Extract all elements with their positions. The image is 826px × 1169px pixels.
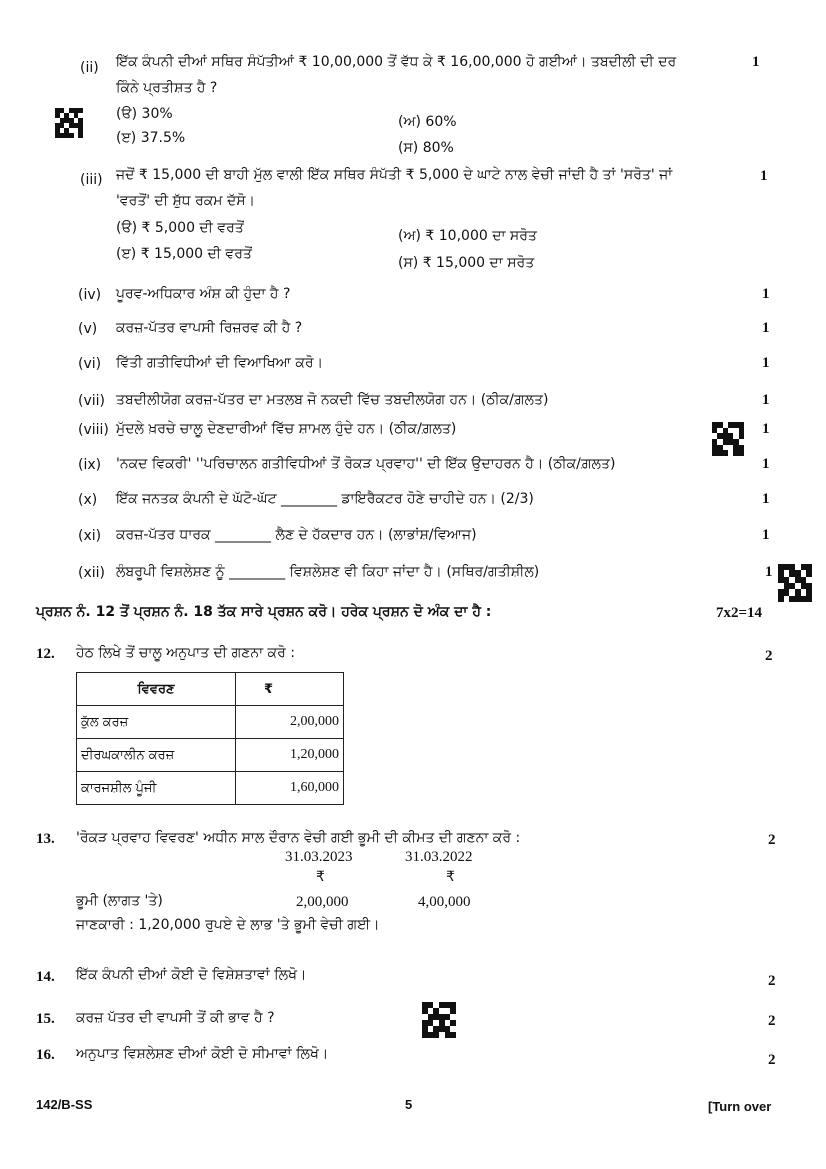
table-header-row bbox=[77, 673, 344, 706]
option-c: (ੲ) 37.5% bbox=[116, 130, 186, 146]
paper-code: 142/B-SS bbox=[36, 1097, 93, 1112]
marks: 1 bbox=[765, 564, 773, 580]
question-number: (ix) bbox=[78, 457, 102, 473]
date-column-2: 31.03.2022 bbox=[405, 849, 473, 865]
question-text: 'ਵਰਤੋਂ' ਦੀ ਸ਼ੁੱਧ ਰਕਮ ਦੱਸੋ। bbox=[116, 193, 255, 209]
question-number: (vi) bbox=[78, 356, 102, 372]
marks: 1 bbox=[762, 286, 770, 302]
marks: 1 bbox=[762, 392, 770, 408]
table-row bbox=[77, 739, 344, 772]
question-text: ਪੂਰਵ-ਅਧਿਕਾਰ ਅੰਸ਼ ਕੀ ਹੁੰਦਾ ਹੈ ? bbox=[116, 286, 291, 302]
marks: 2 bbox=[768, 973, 776, 989]
table-cell-value: 1,20,000 bbox=[236, 739, 344, 772]
question-number: (ii) bbox=[80, 60, 99, 76]
marks: 2 bbox=[768, 832, 776, 848]
column-header: ₹ bbox=[236, 673, 344, 706]
turn-over: [Turn over bbox=[708, 1099, 772, 1114]
marks: 1 bbox=[762, 421, 770, 437]
row-label: ਭੂਮੀ (ਲਾਗਤ 'ਤੇ) bbox=[76, 893, 163, 909]
question-number: (viii) bbox=[78, 422, 109, 438]
qr-code-icon bbox=[55, 108, 83, 138]
qr-code-icon bbox=[778, 564, 812, 602]
question-text: ਹੇਠ ਲਿਖੇ ਤੋਂ ਚਾਲੂ ਅਨੁਪਾਤ ਦੀ ਗਣਨਾ ਕਰੋ : bbox=[76, 645, 295, 661]
question-text: ਕਿੰਨੇ ਪ੍ਰਤੀਸ਼ਤ ਹੈ ? bbox=[116, 80, 218, 96]
table-row bbox=[77, 772, 344, 805]
marks: 2 bbox=[765, 648, 773, 664]
option-b: (ਅ) 60% bbox=[398, 114, 457, 130]
option-d: (ਸ) 80% bbox=[398, 140, 454, 156]
ratio-table bbox=[76, 672, 344, 805]
value-2022: 4,00,000 bbox=[418, 894, 471, 910]
question-number: 12. bbox=[36, 646, 55, 662]
column-header: ਵਿਵਰਣ bbox=[77, 673, 236, 706]
option-a: (ੳ) 30% bbox=[116, 106, 173, 122]
option-a: (ੳ) ₹ 5,000 ਦੀ ਵਰਤੋਂ bbox=[116, 220, 244, 236]
question-number: 15. bbox=[36, 1011, 55, 1027]
table-row bbox=[77, 706, 344, 739]
question-number: (iii) bbox=[80, 172, 103, 188]
question-text: 'ਨਕਦ ਵਿਕਰੀ' ''ਪਰਿਚਾਲਨ ਗਤੀਵਿਧੀਆਂ ਤੋਂ ਰੋਕੜ ਪ੍ਰਵਾਹ'' ਦੀ ਇੱਕ ਉਦਾਹਰਨ ਹੈ। (ਠੀਕ/ਗ਼ਲਤ) bbox=[116, 456, 616, 472]
question-text: ਤਬਦੀਲੀਯੋਗ ਕਰਜ਼-ਪੱਤਰ ਦਾ ਮਤਲਬ ਜੋ ਨਕਦੀ ਵਿੱਚ ਤਬਦੀਲਯੋਗ ਹਨ। (ਠੀਕ/ਗ਼ਲਤ) bbox=[116, 392, 549, 408]
option-b: (ਅ) ₹ 10,000 ਦਾ ਸਰੋਤ bbox=[398, 228, 537, 244]
question-text: ਲੰਬਰੂਪੀ ਵਿਸ਼ਲੇਸ਼ਣ ਨੂੰ ________ ਵਿਸ਼ਲੇਸ਼ਣ ਵੀ ਕਿਹਾ ਜਾਂਦਾ ਹੈ। (ਸਥਿਰ/ਗਤੀਸ਼ੀਲ) bbox=[116, 564, 540, 580]
question-number: (xii) bbox=[78, 565, 105, 581]
marks: 1 bbox=[762, 355, 770, 371]
question-text: ਕਰਜ਼-ਪੱਤਰ ਵਾਪਸੀ ਰਿਜ਼ਰਵ ਕੀ ਹੈ ? bbox=[116, 320, 303, 336]
question-text: ਵਿੱਤੀ ਗਤੀਵਿਧੀਆਂ ਦੀ ਵਿਆਖਿਆ ਕਰੋ। bbox=[116, 355, 324, 371]
question-number: (xi) bbox=[78, 528, 102, 544]
info-note: ਜਾਣਕਾਰੀ : 1,20,000 ਰੁਪਏ ਦੇ ਲਾਭ 'ਤੇ ਭੂਮੀ ਵੇਚੀ ਗਈ। bbox=[76, 917, 380, 933]
question-number: 14. bbox=[36, 969, 55, 985]
question-text: 'ਰੋਕੜ ਪ੍ਰਵਾਹ ਵਿਵਰਣ' ਅਧੀਨ ਸਾਲ ਦੌਰਾਨ ਵੇਚੀ ਗਈ ਭੂਮੀ ਦੀ ਕੀਮਤ ਦੀ ਗਣਨਾ ਕਰੋ : bbox=[76, 830, 521, 846]
question-text: ਇੱਕ ਜਨਤਕ ਕੰਪਨੀ ਦੇ ਘੱਟੋ-ਘੱਟ ________ ਡਾਇਰੈਕਟਰ ਹੋਣੇ ਚਾਹੀਦੇ ਹਨ। (2/3) bbox=[116, 491, 534, 507]
question-number: (v) bbox=[78, 321, 98, 337]
qr-code-icon bbox=[422, 1002, 456, 1038]
question-text: ਕਰਜ਼ ਪੱਤਰ ਦੀ ਵਾਪਸੀ ਤੋਂ ਕੀ ਭਾਵ ਹੈ ? bbox=[76, 1010, 275, 1026]
marks: 1 bbox=[762, 456, 770, 472]
page-number: 5 bbox=[405, 1097, 413, 1112]
question-text: ਜਦੋਂ ₹ 15,000 ਦੀ ਬਾਹੀ ਮੁੱਲ ਵਾਲੀ ਇੱਕ ਸਥਿਰ ਸੰਪੱਤੀ ₹ 5,000 ਦੇ ਘਾਟੇ ਨਾਲ ਵੇਚੀ ਜਾਂਦੀ ਹੈ ਤਾਂ 'ਸਰੋਤ' ਜਾਂ bbox=[116, 167, 673, 183]
question-number: (iv) bbox=[78, 287, 102, 303]
marks: 1 bbox=[760, 168, 768, 184]
marks: 1 bbox=[762, 491, 770, 507]
question-text: ਕਰਜ਼-ਪੱਤਰ ਧਾਰਕ ________ ਲੈਣ ਦੇ ਹੱਕਦਾਰ ਹਨ। (ਲਾਭਾਂਸ਼/ਵਿਆਜ) bbox=[116, 527, 477, 543]
question-text: ਇੱਕ ਕੰਪਨੀ ਦੀਆਂ ਕੋਈ ਦੋ ਵਿਸ਼ੇਸ਼ਤਾਵਾਂ ਲਿਖੋ। bbox=[76, 967, 307, 983]
option-d: (ਸ) ₹ 15,000 ਦਾ ਸਰੋਤ bbox=[398, 255, 535, 271]
table-cell-value: 2,00,000 bbox=[236, 706, 344, 739]
marks: 1 bbox=[762, 320, 770, 336]
date-column-1: 31.03.2023 bbox=[285, 849, 353, 865]
currency-symbol: ₹ bbox=[316, 869, 325, 885]
question-text: ਮੁੱਦਲੇ ਖ਼ਰਚੇ ਚਾਲੂ ਦੇਣਦਾਰੀਆਂ ਵਿੱਚ ਸ਼ਾਮਲ ਹੁੰਦੇ ਹਨ। (ਠੀਕ/ਗ਼ਲਤ) bbox=[116, 421, 457, 437]
currency-symbol: ₹ bbox=[446, 869, 455, 885]
value-2023: 2,00,000 bbox=[296, 894, 349, 910]
marks: 2 bbox=[768, 1052, 776, 1068]
marks: 1 bbox=[762, 527, 770, 543]
section-heading: ਪ੍ਰਸ਼ਨ ਨੰ. 12 ਤੋਂ ਪ੍ਰਸ਼ਨ ਨੰ. 18 ਤੱਕ ਸਾਰੇ ਪ੍ਰਸ਼ਨ ਕਰੋ। ਹਰੇਕ ਪ੍ਰਸ਼ਨ ਦੋ ਅੰਕ ਦਾ ਹੈ : bbox=[36, 604, 492, 620]
question-number: 16. bbox=[36, 1047, 55, 1063]
table-cell-label: ਕੁੱਲ ਕਰਜ਼ bbox=[77, 706, 236, 739]
question-number: (x) bbox=[78, 492, 98, 508]
table-cell-value: 1,60,000 bbox=[236, 772, 344, 805]
option-c: (ੲ) ₹ 15,000 ਦੀ ਵਰਤੋਂ bbox=[116, 246, 252, 262]
question-number: 13. bbox=[36, 831, 55, 847]
question-number: (vii) bbox=[78, 393, 105, 409]
question-text: ਅਨੁਪਾਤ ਵਿਸ਼ਲੇਸ਼ਣ ਦੀਆਂ ਕੋਈ ਦੋ ਸੀਮਾਵਾਂ ਲਿਖੋ। bbox=[76, 1046, 329, 1062]
marks: 2 bbox=[768, 1013, 776, 1029]
table-cell-label: ਕਾਰਜਸ਼ੀਲ ਪੂੰਜੀ bbox=[77, 772, 236, 805]
section-marks: 7x2=14 bbox=[716, 605, 763, 621]
marks: 1 bbox=[752, 54, 760, 70]
qr-code-icon bbox=[712, 422, 744, 456]
table-cell-label: ਦੀਰਘਕਾਲੀਨ ਕਰਜ਼ bbox=[77, 739, 236, 772]
question-text: ਇੱਕ ਕੰਪਨੀ ਦੀਆਂ ਸਥਿਰ ਸੰਪੱਤੀਆਂ ₹ 10,00,000 ਤੋਂ ਵੱਧ ਕੇ ₹ 16,00,000 ਹੋ ਗਈਆਂ। ਤਬਦੀਲੀ ਦੀ ਦਰ bbox=[116, 54, 677, 70]
